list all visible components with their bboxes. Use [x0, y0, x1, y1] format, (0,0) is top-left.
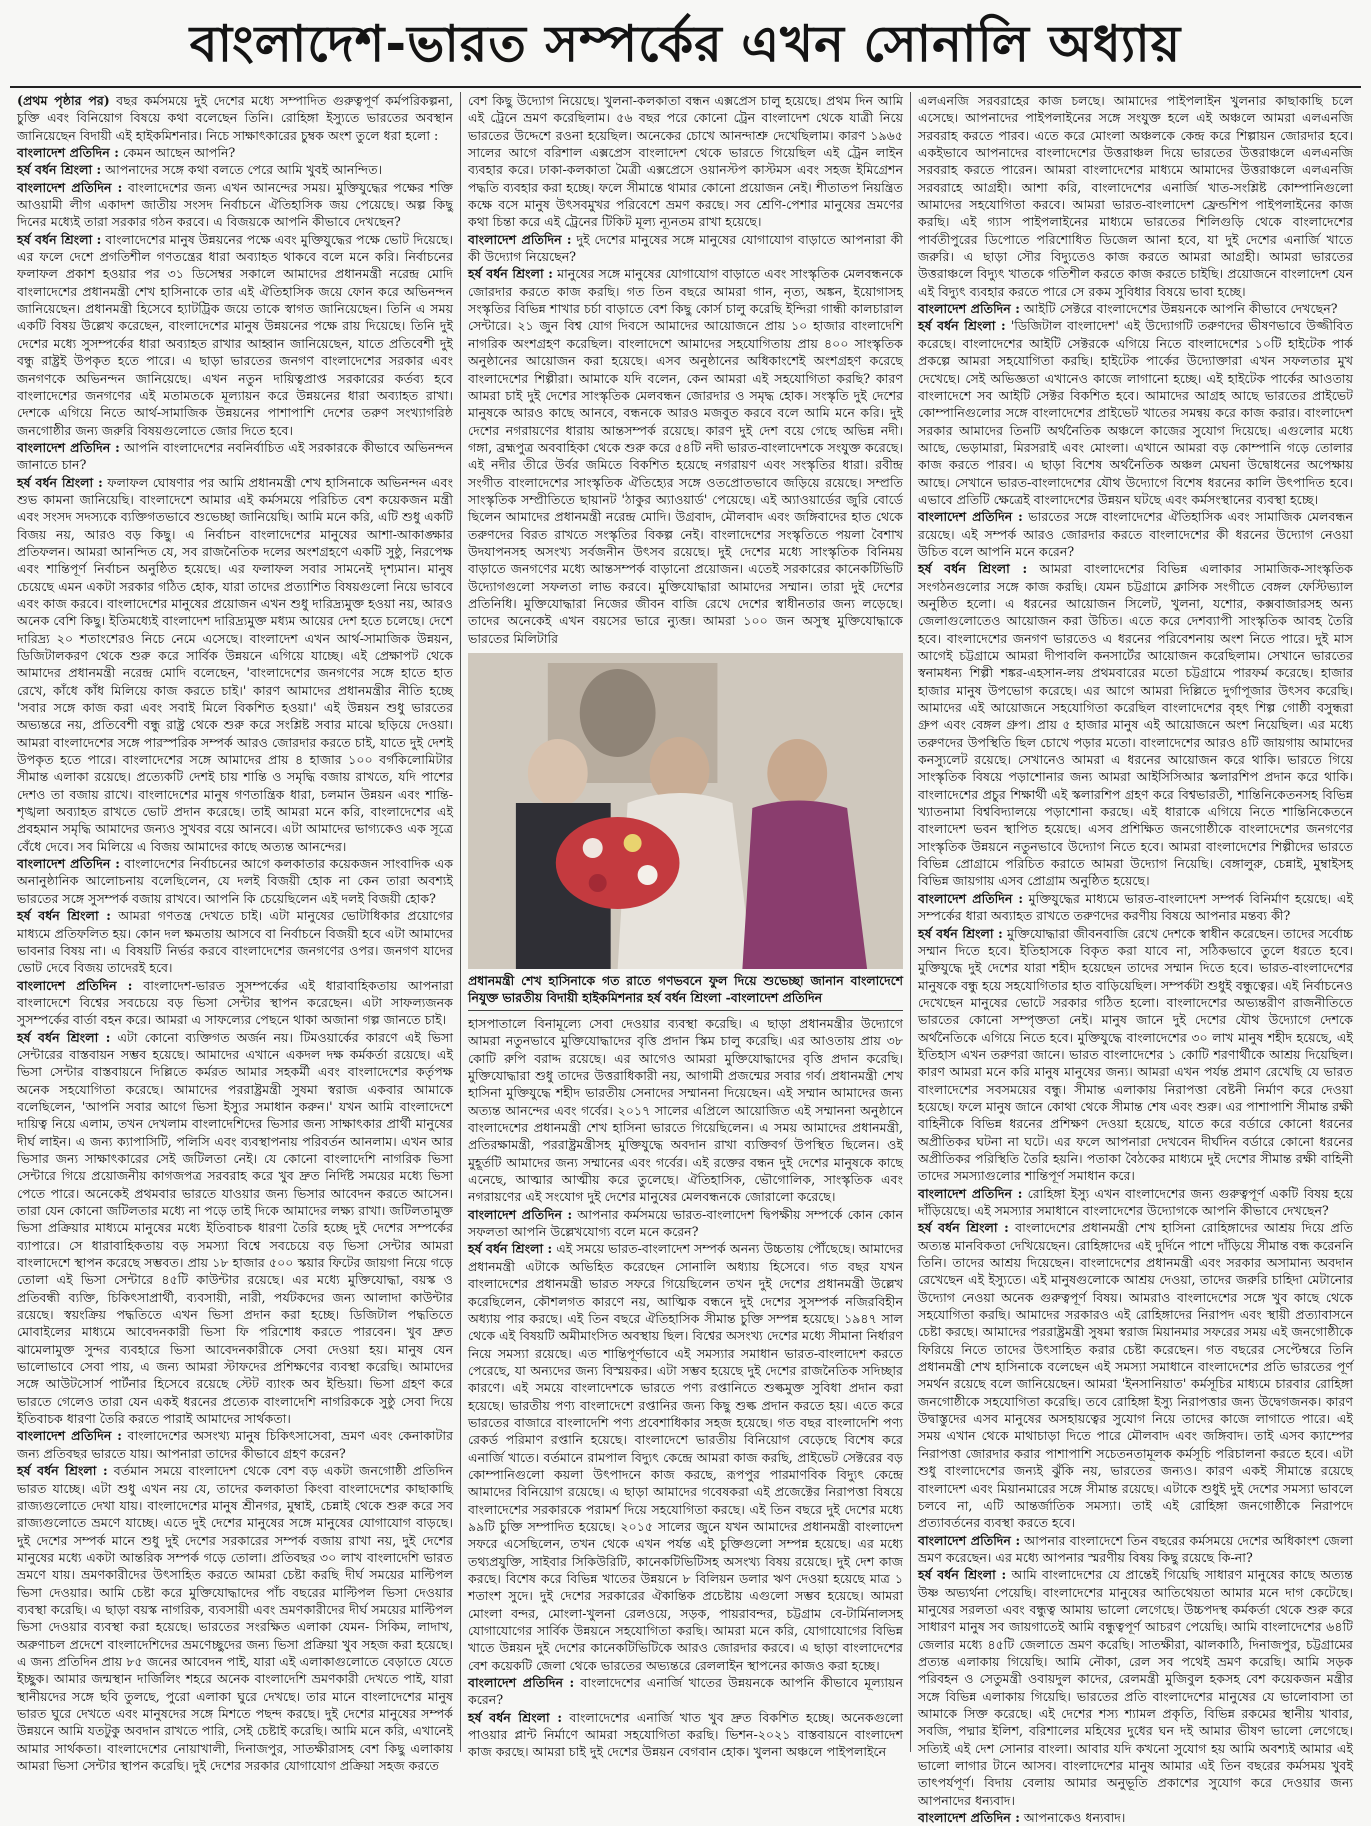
photo-block: [468, 653, 903, 1011]
speaker-label: হর্ষ বর্ধন শ্রিংলা :: [468, 1241, 553, 1257]
paragraph-text: বেশ কিছু উদ্যোগ নিয়েছে। খুলনা-কলকাতা বন্ধন এক্সপ্রেস চালু হয়েছে। প্রথম দিন আমি এই ট্রেনে ভ্রমণ করেছিলাম। ৫৬ বছর পরে কোনো ট্রেন বাংলাদেশ থেকে যাত্রী নিয়ে ভারতের উদ্দেশে রওনা হয়েছিল। অনেকের চোখে আনন্দাশ্রু দেখেছিলাম। কারণ ১৯৬৫ সালের আগে বরিশাল এক্সপ্রেস বাংলাদেশ থেকে ভারতে গিয়েছিল এই ট্রেন লাইন ব্যবহার করে। ঢাকা-কলকাতা মৈত্রী এক্সপ্রেসে ওয়ানস্টপ কাস্টমস এবং সহজ ইমিগ্রেশন পদ্ধতি ব্যবহার করা হচ্ছে। ফলে সীমান্তে থামার কোনো প্রয়োজন নেই। শীতাতপ নিয়ন্ত্রিত কক্ষে বসে মানুষ উৎসবমুখর পরিবেশে ভ্রমণ করছে। সব শ্রেণি-পেশার মানুষের ভ্রমণের কথা চিন্তা করে এই ট্রেনের টিকিট মূল্য ন্যূনতম রাখা হয়েছে।: [468, 93, 903, 230]
speaker-label: বাংলাদেশ প্রতিদিন :: [17, 856, 120, 872]
speaker-label: হর্ষ বর্ধন শ্রিংলা :: [17, 1463, 108, 1479]
paragraph-text: দুই দেশের মানুষের সঙ্গে মানুষের যোগাযোগ বাড়াতে আপনারা কী কী উদ্যোগ নিয়েছেন?: [468, 231, 904, 265]
paragraph-text: আমি বাংলাদেশের যে প্রান্তেই গিয়েছি সাধারণ মানুষের কাছে অত্যন্ত উষ্ণ অভ্যর্থনা পেয়েছি। বাংলাদেশের মানুষের আতিথেয়তা আমার মনে দাগ কেটেছে। মানুষের সরলতা এবং বন্ধুত্ব আমায় ভালো লেগেছে। উচ্চপদস্থ কর্মকর্তা থেকে শুরু করে সাধারণ মানুষ সব জায়গাতেই আমি বন্ধুত্বপূর্ণ আচরণ পেয়েছি। আমি বাংলাদেশের ৬৪টি জেলার মধ্যে ৪৫টি জেলাতে ভ্রমণ করেছি। সাতক্ষীরা, ঝালকাঠি, দিনাজপুর, চট্টগ্রামের প্রত্যন্ত এলাকায় গিয়েছি। আমি নৌকা, রেল সব পথেই ভ্রমণ করেছি। আমি সড়ক পরিবহন ও সেতুমন্ত্রী ওবায়দুল কাদের, রেলমন্ত্রী মুজিবুল হকসহ বেশ কয়েকজন মন্ত্রীর সঙ্গে বিভিন্ন এলাকায় গিয়েছি। ভারতের প্রতি বাংলাদেশের মানুষের যে ভালোবাসা তা আমাকে সিক্ত করেছে। এই দেশের শস্য শ্যামল প্রকৃতি, বিভিন্ন রকমের স্থানীয় খাবার, সবজি, পদ্মার ইলিশ, বরিশালের মহিষের দুধের ঘন দই আমার ভীষণ ভালো লেগেছে। সত্যিই এই দেশ সোনার বাংলা। আবার যদি কখনো সুযোগ হয় আমি অবশ্যই আমার এই ভালো লাগার টানে আসব। বাংলাদেশের মানুষ আমার এই তিন বছরের কর্মসময় খুবই তাৎপর্যপূর্ণ। বিদায় বেলায় আমার অনুভূতি প্রকাশের সুযোগ করে দেওয়ার জন্য আপনাদের ধন্যবাদ।: [918, 1567, 1353, 1808]
paragraph-text: মানুষের সঙ্গে মানুষের যোগাযোগ বাড়াতে এবং সাংস্কৃতিক মেলবন্ধনকে জোরদার করতে কাজ করছি। গত তিন বছরে আমরা গান, নৃত্য, অঙ্কন, ইয়োগাসহ সংস্কৃতির বিভিন্ন শাখার চর্চা বাড়াতে বেশ কিছু কোর্স চালু করেছি ইন্দিরা গান্ধী কালচারাল সেন্টারে। ২১ জুন বিশ্ব যোগ দিবসে আমাদের আয়োজনে প্রায় ১০ হাজার বাংলাদেশি নাগরিক অংশগ্রহণ করেছিল। বাংলাদেশে আমাদের সহযোগিতায় প্রায় ৪০০ সাংস্কৃতিক অনুষ্ঠানের আয়োজন করা হয়েছে। এসব অনুষ্ঠানের অধিকাংশেই অংশগ্রহণ করেছে বাংলাদেশের শিল্পীরা। আমাকে যদি বলেন, কেন আমরা এই সহযোগিতা করছি? কারণ আমরা চাই দুই দেশের সাংস্কৃতিক মেলবন্ধন জোরদার ও সমৃদ্ধ হোক। সংস্কৃতি দুই দেশের মানুষকে আরও কাছে আনবে, বন্ধনকে আরও মজবুত করবে বলে আমি মনে করি। দুই দেশের নগরায়ণের ধারায় আন্তসম্পর্ক রয়েছে। কারণ দুই দেশ বয়ে গেছে অভিন্ন নদী। গঙ্গা, ব্রহ্মপুত্র অববাহিকা থেকে শুরু করে ৫৪টি নদী ভারত-বাংলাদেশকে সংযুক্ত করেছে। এই নদীর তীরে উর্বর জমিতে বিকশিত হয়েছে নগরায়ণ এবং সংস্কৃতির ধারা। রবীন্দ্র সংগীত বাংলাদেশের সাংস্কৃতিক ঐতিহ্যের সঙ্গে ওতপ্রোতভাবে জড়িয়ে রয়েছে। সম্প্রতি সাংস্কৃতিক সম্প্রীতিতে ছায়ানট 'ঠাকুর অ্যাওয়ার্ড' পেয়েছে। এই অ্যাওয়ার্ডের জুরি বোর্ডে ছিলেন আমাদের প্রধানমন্ত্রী নরেন্দ্র মোদি। উগ্রবাদ, মৌলবাদ এবং জঙ্গিবাদের হাত থেকে তরুণদের বিরত রাখতে সংস্কৃতির বিকল্প নেই। বাংলাদেশের সংস্কৃতিতে পয়লা বৈশাখ উদযাপনসহ অসংখ্য সর্বজনীন উৎসব রয়েছে। দুই দেশের মধ্যে সাংস্কৃতিক বিনিময় বাড়াতে জনগণের মধ্যে আন্তসম্পর্ক বাড়ানো প্রয়োজন। এতেই সরকারের কানেকটিভিটি উদ্যোগগুলো সফলতা লাভ করবে। মুক্তিযোদ্ধারা আমাদের সম্মান। তারা দুই দেশের প্রতিনিধি। মুক্তিযোদ্ধারা নিজের জীবন বাজি রেখে দেশের স্বাধীনতার জন্য লড়েছে। তাদের অনেকেই এখন বয়সের ভারে ন্যুব্জ। আমরা ১০০ জন অসুস্থ মুক্তিযোদ্ধাকে ভারতের মিলিটারি: [468, 266, 903, 646]
article-paragraph: [918, 890, 1353, 925]
paragraph-text: আইটি সেক্টরে বাংলাদেশের উন্নয়নকে আপনি কীভাবে দেখছেন?: [1019, 301, 1338, 317]
speaker-label: বাংলাদেশ প্রতিদিন :: [918, 1810, 1020, 1826]
paragraph-text: আপনি বাংলাদেশের নবনির্বাচিত এই সরকারকে কীভাবে অভিনন্দন জানাতে চান?: [17, 439, 453, 473]
article-paragraph: [17, 439, 453, 474]
column-3: [910, 92, 1360, 1826]
article-paragraph: [918, 1185, 1353, 1220]
paragraph-text: আপনাদের সঙ্গে কথা বলতে পেরে আমি খুবই আনন্দিত।: [101, 162, 383, 178]
column-2-top: [468, 92, 903, 647]
paragraph-text: বাংলাদেশের মানুষ উন্নয়নের পক্ষে এবং মুক্তিযুদ্ধের পক্ষে ভোট দিয়েছে। এর ফলে দেশে প্রগতিশীল গণতন্ত্রের ধারা অব্যাহত থাকবে বলে মনে করি। নির্বাচনের ফলাফল প্রকাশ হওয়ার পর ৩১ ডিসেম্বর সকালে আমাদের প্রধানমন্ত্রী নরেন্দ্র মোদি বাংলাদেশের প্রধানমন্ত্রী শেখ হাসিনাকে তার এই ঐতিহাসিক জয়ে ফোন করে অভিনন্দন জানিয়েছেন। প্রধানমন্ত্রী হিসেবে হ্যাটট্রিক জয়ে তাকে স্বাগত জানিয়েছেন। তিনি এ সময় একটি বিষয় উল্লেখ করেছেন, বাংলাদেশের মানুষ উন্নয়নের পক্ষে রায় দিয়েছে। তিনি দুই দেশের মধ্যে সুসম্পর্কের ধারা অব্যাহত রাখার আহ্বান জানিয়েছেন, যাতে প্রতিবেশী দুই বন্ধু রাষ্ট্রই উপকৃত হতে পারে। এ ছাড়া ভারতের জনগণ বাংলাদেশের সরকার এবং জনগণকে অভিনন্দন জানিয়েছে। এখন নতুন দায়িত্বপ্রাপ্ত সরকারের কর্তব্য হবে বাংলাদেশের জনগণের এই মতামতকে মূল্যায়ন করে উন্নয়নের ধারা অব্যাহত রাখা। দেশকে এগিয়ে নিতে আর্থ-সামাজিক উন্নয়নের পাশাপাশি দেশের তরুণ সংখ্যাগরিষ্ঠ জনগোষ্ঠীর জন্য জরুরি বিষয়গুলোতে জোর দিতে হবে।: [17, 231, 453, 438]
headline-rule: [10, 86, 1361, 88]
caption-credit: -বাংলাদেশ প্রতিদিন: [725, 990, 823, 1005]
speaker-label: বাংলাদেশ প্রতিদিন :: [918, 1532, 1021, 1548]
speaker-label: বাংলাদেশ প্রতিদিন :: [468, 1206, 573, 1222]
article-paragraph: [17, 1427, 453, 1462]
speaker-label: বাংলাদেশ প্রতিদিন :: [918, 509, 1023, 525]
speaker-label: বাংলাদেশ প্রতিদিন :: [17, 977, 133, 993]
speaker-label: হর্ষ বর্ধন শ্রিংলা :: [17, 908, 111, 924]
article-paragraph: [918, 1219, 1353, 1531]
speaker-label: হর্ষ বর্ধন শ্রিংলা :: [468, 266, 553, 282]
speaker-label: হর্ষ বর্ধন শ্রিংলা :: [918, 1220, 1009, 1236]
article-paragraph: [17, 179, 453, 231]
bouquet-flower-4: [589, 874, 607, 892]
paragraph-text: আপনার কর্মসময়ে ভারত-বাংলাদেশ দ্বিপক্ষীয় সম্পর্কে কোন কোন সফলতা আপনি উল্লেখযোগ্য বলে মনে করেন?: [468, 1206, 904, 1240]
person-right-saree: [742, 801, 867, 970]
paragraph-text: বাংলাদেশের এনার্জি খাতের উন্নয়নকে আপনি কীভাবে মূল্যায়ন করেন?: [468, 1675, 903, 1708]
article-paragraph: [918, 1809, 1353, 1826]
speaker-label: বাংলাদেশ প্রতিদিন :: [918, 890, 1024, 906]
paragraph-text: ফলাফল ঘোষণার পর আমি প্রধানমন্ত্রী শেখ হাসিনাকে অভিনন্দন এবং শুভ কামনা জানিয়েছি। বাংলাদেশে আমার এই কর্মসময়ে পরিচিত বেশ কয়েকজন মন্ত্রী এবং সংসদ সদস্যকে ব্যক্তিগতভাবে শুভেচ্ছা জানিয়েছি। আমি মনে করি, এটি শুধু একটি বিজয় নয়, আরও বড় কিছু। এ নির্বাচন বাংলাদেশের মানুষের আশা-আকাঙ্ক্ষার প্রতিফলন। আমরা আনন্দিত যে, সব রাজনৈতিক দলের অংশগ্রহণে একটি সুষ্ঠু, নিরপেক্ষ এবং শান্তিপূর্ণ নির্বাচন অনুষ্ঠিত হয়েছে। এর ফলাফল সবার সামনেই দৃশ্যমান। মানুষ চেয়েছে এমন একটা সরকার গঠিত হোক, যারা তাদের প্রত্যাশিত বিষয়গুলো নিয়ে ভাববে এবং কাজ করবে। বাংলাদেশের মানুষের প্রয়োজন এখন শুধু দারিদ্র্যমুক্ত হওয়া নয়, আরও অনেক বেশি কিছু। ইতিমধ্যেই বাংলাদেশ দারিদ্র্যমুক্ত মধ্যম আয়ের দেশ হতে চলেছে। দেশে দারিদ্র্য ২০ শতাংশেরও নিচে নেমে এসেছে। বাংলাদেশ এখন আর্থ-সামাজিক উন্নয়ন, ডিজিটালকরণ থেকে শুরু করে সার্বিক উন্নয়নে এগিয়ে যাচ্ছে। এই প্রেক্ষাপট থেকে আমাদের প্রধানমন্ত্রী নরেন্দ্র মোদি বলেছেন, 'বাংলাদেশের জনগণের সঙ্গে হাতে হাত রেখে, কাঁধে কাঁধ মিলিয়ে কাজ করতে চাই।' কারণ আমাদের প্রধানমন্ত্রীর নীতি হচ্ছে 'সবার সঙ্গে কাজ করা এবং সবাই মিলে বিকশিত হওয়া।' এই উন্নয়ন শুধু ভারতের অভ্যন্তরে নয়, প্রতিবেশী বন্ধু রাষ্ট্র থেকে শুরু করে সংশ্লিষ্ট সবার মাঝে ছড়িয়ে দেওয়া। আমরা বাংলাদেশের সঙ্গে পারস্পরিক সম্পর্ক আরও জোরদার করতে চাই, যাতে দুই দেশই উপকৃত হতে পারে। বাংলাদেশের সঙ্গে আমাদের প্রায় ৪ হাজার ১০০ বর্গকিলোমিটার সীমান্ত এলাকা রয়েছে। প্রত্যেকটি দেশই চায় শান্তি ও সমৃদ্ধি বজায় রাখতে, যদি পাশের দেশও তা বজায় রাখে। বাংলাদেশের মানুষ গণতান্ত্রিক ধারা, চলমান উন্নয়ন এবং শান্তি-শৃঙ্খলা অব্যাহত রাখতে ভোট প্রদান করেছে। তাই আমরা মনে করি, বাংলাদেশের এই প্রবহমান সমৃদ্ধি আমাদের জন্যও সুখবর বয়ে আনবে। এটা আমাদের ভাগ্যকেও এক সূত্রে বেঁধে দেবে। সব মিলিয়ে এ বিজয় আমাদের কাছে অত্যন্ত আনন্দের।: [17, 474, 453, 854]
article-paragraph: [468, 92, 903, 231]
speaker-label: হর্ষ বর্ধন শ্রিংলা :: [17, 162, 102, 178]
article-paragraph: [17, 977, 453, 1029]
article-paragraph: [918, 92, 1353, 300]
flower-bouquet: [556, 817, 680, 909]
paragraph-text: আপনার বাংলাদেশে তিন বছরের কর্মসময়ে দেশের অধিকাংশ জেলা ভ্রমণ করেছেন। এর মধ্যে আপনার স্মরণীয় বিষয় কিছু রয়েছে কি-না?: [918, 1532, 1353, 1565]
article-paragraph: [468, 1240, 903, 1674]
person-left-head: [528, 739, 588, 807]
paragraph-text: এটা কোনো ব্যক্তিগত অর্জন নয়। টিমওয়ার্কের কারণে এই ভিসা সেন্টারের বাস্তবায়ন সম্ভব হয়েছে। আমাদের এখানে একদল দক্ষ কর্মকর্তা রয়েছে। এই ভিসা সেন্টার বাস্তবায়নে দিল্লিতে কর্মরত আমার সহকর্মী এবং বাংলাদেশের কর্তৃপক্ষ অনেক সহযোগিতা করেছে। আমাদের পররাষ্ট্রমন্ত্রী সুষমা স্বরাজ একবার আমাকে বলেছিলেন, 'আপনি সবার আগে ভিসা ইস্যুর সমাধান করুন।' যখন আমি বাংলাদেশে দায়িত্ব নিয়ে এলাম, তখন দেখলাম বাংলাদেশিদের ভিসার জন্য সাক্ষাৎকার প্রার্থী মানুষের দীর্ঘ লাইন। এ জন্য ক্যাপাসিটি, পলিসি এবং ব্যবস্থাপনায় পরিবর্তন আনলাম। এখন আর ভিসার জন্য সাক্ষাৎকারের সেই জটিলতা নেই। যে কোনো বাংলাদেশি নাগরিক ভিসা সেন্টারে গিয়ে প্রয়োজনীয় কাগজপত্র সরবরাহ করে খুব দ্রুত নির্দিষ্ট সময়ের মধ্যে ভিসা পেতে পারে। অনেকেই প্রথমবার ভারতে যাওয়ার জন্য ভিসার আবেদন করতে আসেন। তারা যেন কোনো জটিলতার মধ্যে না পড়ে তাই দিকে আমাদের লক্ষ্য রাখা। জটিলতামুক্ত ভিসা প্রক্রিয়ার মাধ্যমে মানুষের মধ্যে ইতিবাচক ধারণা তৈরি হচ্ছে দুই দেশের সম্পর্কের ব্যাপারে। সে ধারাবাহিকতায় বড় সমস্যা বিশ্বে সবচেয়ে বড় ভিসা সেন্টার আমরা বাংলাদেশে স্থাপন করেছে সম্ভবত। প্রায় ১৮ হাজার ৫০০ স্কয়ার ফিটের জায়গা নিয়ে গড়ে তোলা এই ভিসা সেন্টারে ৪৫টি কাউন্টার রয়েছে। এর মধ্যে মুক্তিযোদ্ধা, বয়স্ক ও প্রতিবন্ধী ব্যক্তি, চিকিৎসাপ্রার্থী, ব্যবসায়ী, নারী, পর্যটকদের জন্য আলাদা কাউন্টার রয়েছে। স্বয়ংক্রিয় পদ্ধতিতে এখন ভিসা প্রদান করা হচ্ছে। ডিজিটাল পদ্ধতিতে মোবাইলের মাধ্যমে আবেদনকারী ভিসা ফি পরিশোধ করতে পারবেন। খুব দ্রুত ঝামেলামুক্ত সুন্দর ব্যবহারে ভিসা আবেদনকারীকে সেবা দেওয়া হয়। মানুষ যেন ভালোভাবে সেবা পায়, এ জন্য আমরা স্টাফদের প্রশিক্ষণের ব্যবস্থা করেছি। আমাদের সঙ্গে আউটসোর্স পার্টনার হিসেবে রয়েছে স্টেট ব্যাংক অব ইন্ডিয়া। ভিসা গ্রহণ করে ভারতে গেলেও তারা যেন একই ধরনের প্রত্যেক বাংলাদেশি নাগরিককে সুষ্ঠু সেবা দিয়ে ইতিবাচক ধারণা তৈরি করতে পারাই আমাদের সার্থকতা।: [17, 1029, 453, 1427]
article-paragraph: [17, 144, 453, 161]
speaker-label: বাংলাদেশ প্রতিদিন :: [17, 1428, 122, 1444]
person-right-head: [767, 739, 827, 807]
speaker-label: হর্ষ বর্ধন শ্রিংলা :: [468, 1709, 563, 1725]
article-paragraph: [17, 474, 453, 856]
paragraph-text: বাংলাদেশের অসংখ্য মানুষ চিকিৎসাসেবা, ভ্রমণ এবং কেনাকাটার জন্য প্রতিবছর ভারতে যায়। আপনারা তাদের কীভাবে গ্রহণ করেন?: [17, 1428, 453, 1461]
article-paragraph: [918, 560, 1353, 890]
speaker-label: বাংলাদেশ প্রতিদিন :: [17, 179, 123, 195]
speaker-label: বাংলাদেশ প্রতিদিন :: [17, 439, 120, 455]
article-paragraph: [918, 300, 1353, 317]
column-2: [460, 92, 910, 1760]
article-columns: [10, 92, 1361, 1826]
paragraph-text: কেমন আছেন আপনি?: [118, 145, 236, 161]
column-1: [10, 92, 460, 1773]
column-2-bottom: [468, 1015, 903, 1761]
speaker-label: বাংলাদেশ প্রতিদিন :: [468, 231, 572, 247]
bouquet-flower-3: [638, 865, 658, 885]
article-paragraph: [17, 1029, 453, 1428]
paragraph-text: রোহিঙ্গা ইস্যু এখন বাংলাদেশের জন্য গুরুত্বপূর্ণ একটি বিষয় হয়ে দাঁড়িয়েছে। এই সমস্যার সমাধানে বাংলাদেশের উদ্যোগকে আপনি কীভাবে দেখছেন?: [918, 1185, 1353, 1218]
photo-caption: [468, 969, 903, 1011]
speaker-label: বাংলাদেশ প্রতিদিন :: [468, 1675, 575, 1691]
article-paragraph: [918, 508, 1353, 560]
article-paragraph: [17, 855, 453, 907]
paragraph-text: বাংলাদেশের নির্বাচনের আগে কলকাতার কয়েকজন সাংবাদিক এক অনানুষ্ঠানিক আলোচনায় বলেছিলেন, যে দলই বিজয়ী হোক না কেন তারা অবশ্যই ভারতের সঙ্গে সুসম্পর্ক বজায় রাখবে। আপনি কি চেয়েছিলেন এই দলই বিজয়ী হোক?: [17, 856, 454, 906]
article-paragraph: [17, 1462, 453, 1774]
speaker-label: হর্ষ বর্ধন শ্রিংলা :: [918, 561, 1028, 577]
caption-text: প্রধানমন্ত্রী শেখ হাসিনাকে গত রাতে গণভবনে ফুল দিয়ে শুভেচ্ছা জানান বাংলাদেশে নিযুক্ত ভারতীয় বিদায়ী হাইকমিশনার হর্ষ বর্ধন শ্রিংলা: [468, 973, 903, 1005]
article-paragraph: [468, 1206, 903, 1241]
paragraph-text: বর্তমান সময়ে বাংলাদেশ থেকে বেশ বড় একটা জনগোষ্ঠী প্রতিদিন ভারত যাচ্ছে। এটা শুধু এখন নয় যে, তাদের কলকাতা কিংবা বাংলাদেশের কাছাকাছি রাজ্যগুলোতে দেখা যায়। বাংলাদেশের মানুষ শ্রীনগর, মুম্বাই, চেন্নাই থেকে শুরু করে সব রাজ্যগুলোতে ভ্রমণে যাচ্ছে। এতে দুই দেশের মানুষের সঙ্গে মানুষের যোগাযোগ বাড়ছে। দুই দেশের সম্পর্ক মানে শুধু দুই দেশের সরকারের সম্পর্ক বজায় রাখা নয়, দুই দেশের মানুষের মধ্যে একটা আন্তরিক সম্পর্ক গড়ে তোলা। প্রতিবছর ৩০ লাখ বাংলাদেশি ভারত ভ্রমণে যায়। ভ্রমণকারীদের উৎসাহিত করতে আমরা চেষ্টা করছি দীর্ঘ সময়ের মাল্টিপল ভিসা দেওয়ার। আমি চেষ্টা করে মুক্তিযোদ্ধাদের পাঁচ বছরের মাল্টিপল ভিসা দেওয়ার ব্যবস্থা করেছি। এ ছাড়া বয়স্ক নাগরিক, ব্যবসায়ী এবং ভ্রমণকারীদের দীর্ঘ সময়ের মাল্টিপল ভিসা দেওয়ার ব্যবস্থা করা হয়েছে। ভারতের সংরক্ষিত এলাকা যেমন- সিকিম, লাদাখ, অরুণাচল প্রদেশে বাংলাদেশিদের ভ্রমণেচ্ছুদের জন্য ভিসা প্রক্রিয়া খুব সহজ করা হয়েছে। এ জন্য প্রতিদিন প্রায় ৮৫ জনের আবেদন পাই, যারা এই এলাকাগুলোতে বেড়াতে যেতে ইচ্ছুক। আমার জন্মস্থান দার্জিলিং শহরে অনেক বাংলাদেশি ভ্রমণকারী দেখতে পাই, যারা স্থানীয়দের সঙ্গে ছবি তুলছে, পুরো এলাকা ঘুরে দেখছে। তার মানে বাংলাদেশের মানুষ ভারত ঘুরে দেখতে এবং মানুষদের সঙ্গে মিশতে পছন্দ করছে। দুই দেশের মানুষের সম্পর্ক উন্নয়নে আমি যতটুকু অবদান রাখতে পারি, সেই চেষ্টাই করেছি। আমি মনে করি, এখানেই আমার সার্থকতা। বাংলাদেশের নোয়াখালী, দিনাজপুর, সাতক্ষীরাসহ বেশ কিছু এলাকায় আমরা ভিসা সেন্টার স্থাপন করেছি। দুই দেশের সরকার যোগাযোগ প্রক্রিয়া সহজ করতে: [17, 1463, 453, 1773]
paragraph-text: আপনাকেও ধন্যবাদ।: [1019, 1810, 1126, 1826]
speaker-label: বাংলাদেশ প্রতিদিন :: [918, 1185, 1023, 1201]
portrait-face: [580, 669, 656, 757]
speaker-label: হর্ষ বর্ধন শ্রিংলা :: [17, 474, 103, 490]
speaker-label: বাংলাদেশ প্রতিদিন :: [17, 145, 119, 161]
news-photo: [468, 653, 903, 969]
paragraph-text: এলএনজি সরবরাহের কাজ চলছে। আমাদের পাইপলাইন খুলনার কাছাকাছি চলে এসেছে। আপনাদের পাইপলাইনের সঙ্গে সংযুক্ত হলে এই অঞ্চলে আমরা এলএনজি সরবরাহ করতে পারব। এতে করে মোংলা অঞ্চলকে কেন্দ্র করে শিল্পায়ন জোরদার হবে। একইভাবে আপনাদের বাংলাদেশের উত্তরাঞ্চল দিয়ে ভারতের উত্তরাঞ্চলে এলএনজি সরবরাহ করতে পারেন। আমরা বাংলাদেশের মাধ্যমে আমাদের উত্তরাঞ্চলে এলএনজি সরবরাহে আগ্রহী। আশা করি, বাংলাদেশের এনার্জি খাত-সংশ্লিষ্ট কোম্পানিগুলো আমাদের সহযোগিতা করবে। আমরা ভারত-বাংলাদেশ ফ্রেন্ডশিপ পাইপলাইনের কাজ করছি। এই গ্যাস পাইপলাইনের মাধ্যমে ভারতের শিলিগুড়ি থেকে বাংলাদেশের পার্বতীপুরের ডিপোতে পরিশোধিত ডিজেল আনা হবে, যা দুই দেশের এনার্জি খাতে জরুরি। এ ছাড়া সৌর বিদ্যুতেও কাজ করতে আমরা আগ্রহী। আমরা ভারতের উত্তরাঞ্চলে বিদ্যুৎ খাতকে গতিশীল করতে কাজ করতে চাইছি। প্রয়োজনে বাংলাদেশ যেন এই বিদ্যুৎ ব্যবহার করতে পারে সে রকম সুবিধার বিষয়ে ভাবা হচ্ছে।: [918, 93, 1353, 299]
speaker-label: (প্রথম পৃষ্ঠার পর): [17, 93, 110, 108]
article-paragraph: [468, 1015, 903, 1206]
article-paragraph: [468, 1674, 903, 1709]
paragraph-text: বাংলাদেশের জন্য এখন আনন্দের সময়। মুক্তিযুদ্ধের পক্ষের শক্তি আওয়ামী লীগ একাদশ জাতীয় সংসদ নির্বাচনে ঐতিহাসিক জয় পেয়েছে। অল্প কিছু দিনের মধ্যেই তারা সরকার গঠন করবে। এ বিজয়কে আপনি কীভাবে দেখছেন?: [17, 179, 453, 230]
paragraph-text: বাংলাদেশের প্রধানমন্ত্রী শেখ হাসিনা রোহিঙ্গাদের আশ্রয় দিয়ে প্রতি অত্যন্ত মানবিকতা দেখিয়েছেন। রোহিঙ্গাদের এই দুর্দিনে পাশে দাঁড়িয়ে সীমান্ত বন্ধ করেননি তিনি। তাদের আশ্রয় দিয়েছেন। বাংলাদেশের প্রধানমন্ত্রী এবং সরকার অসামান্য অবদান রেখেছেন এই ইস্যুতে। এই মানুষগুলোকে আশ্রয় দেওয়া, তাদের জরুরি চাহিদা মেটানোর উদ্যোগ নেওয়া অনেক গুরুত্বপূর্ণ বিষয়। আমরাও বাংলাদেশের সঙ্গে খুব কাছে থেকে সহযোগিতা করছি। আমাদের সরকারও এই রোহিঙ্গাদের নিরাপদ এবং স্থায়ী প্রত্যাবাসনে চেষ্টা করছে। আমাদের পররাষ্ট্রমন্ত্রী সুষমা স্বরাজ মিয়ানমার সফরের সময় এই জনগোষ্ঠীকে ফিরিয়ে নিতে তাদের উৎসাহিত করার চেষ্টা করেছেন। গত বছরের সেপ্টেম্বরে তিনি প্রধানমন্ত্রী শেখ হাসিনাকে বলেছেন এই সমস্যা সমাধানে বাংলাদেশের প্রতি ভারতের পূর্ণ সমর্থন রয়েছে বলে জানিয়েছেন। আমরা 'ইনসানিয়াত' কর্মসূচির মাধ্যমে চারবার রোহিঙ্গা জনগোষ্ঠীকে সহযোগিতা করেছি। তবে রোহিঙ্গা ইস্যু নিরাপত্তার জন্য উদ্বেগজনক। কারণ উদ্বাস্তুদের এসব মানুষের অসহায়ত্বের সুযোগ নিয়ে তাদের কাজে লাগাতে পারে। এই সময় এখান থেকে মাথাচাড়া দিতে পারে মৌলবাদ এবং জঙ্গিবাদ। তাই এসব ক্যাম্পের নিরাপত্তা জোরদার করার পাশাপাশি সচেতনতামূলক কর্মসূচি পরিচালনা করতে হবে। এটা শুধু বাংলাদেশের জন্যই ঝুঁকি নয়, ভারতের জন্যও। কারণ একই সীমান্তে রয়েছে বাংলাদেশ এবং মিয়ানমারের সঙ্গে সীমান্ত রয়েছে। এটাকে শুধুই দুই দেশের সমস্যা ভাবলে চলবে না, এটি আন্তর্জাতিক সমস্যা। তাই এই রোহিঙ্গা জনগোষ্ঠীকে নিরাপদে প্রত্যাবর্তনের ব্যবস্থা করতে হবে।: [918, 1220, 1353, 1531]
article-paragraph: [468, 1709, 903, 1761]
speaker-label: হর্ষ বর্ধন শ্রিংলা :: [918, 318, 1006, 334]
paragraph-text: মুক্তিযুদ্ধের মাধ্যমে ভারত-বাংলাদেশ সম্পর্ক বিনির্মাণ হয়েছে। এই সম্পর্কের ধারা অব্যাহত রাখতে তরুণদের করণীয় বিষয়ে আপনার মন্তব্য কী?: [918, 890, 1353, 924]
paragraph-text: আমরা বাংলাদেশের বিভিন্ন এলাকার সামাজিক-সাংস্কৃতিক সংগঠনগুলোর সঙ্গে কাজ করছি। যেমন চট্টগ্রামে ক্লাসিক সংগীতে বেঙ্গল ফেস্টিভ্যাল অনুষ্ঠিত হলো। এ ধরনের আয়োজন সিলেট, খুলনা, যশোর, কক্সবাজারসহ অন্য জেলাগুলোতেও আয়োজন করা উচিত। এতে করে দেশব্যাপী সাংস্কৃতিক আবহ তৈরি হবে। বাংলাদেশের জনগণ ভারতেও এ ধরনের পরিবেশনায় অংশ নিতে পারে। দুই মাস আগেই চট্টগ্রামে আমরা দীপাবলি কনসার্টের আয়োজন করেছিলাম। সেখানে ভারতের স্বনামধন্য শিল্পী শঙ্কর-এহসান-লয় প্রথমবারের মতো চট্টগ্রামে পারফর্ম করেছে। হাজার হাজার মানুষ উপভোগ করেছে। এর আগে আমরা দিল্লিতে দুর্গাপূজার উৎসব করেছি। আমাদের এই আয়োজনে সহযোগিতা করেছিল বাংলাদেশের বৃহৎ শিল্প গোষ্ঠী বসুন্ধরা গ্রুপ এবং বেঙ্গল গ্রুপ। প্রায় ৫ হাজার মানুষ এই আয়োজনে অংশ নিয়েছিল। এর মধ্যে তরুণদের উপস্থিতি ছিল চোখে পড়ার মতো। বাংলাদেশের আরও ৪টি জায়গায় আমাদের কনস্যুলেট রয়েছে। সেখানেও আমরা এ ধরনের আয়োজন করে থাকি। ভারতে গিয়ে সাংস্কৃতিক বিষয়ে পড়াশোনার জন্য আমরা আইসিসিআর স্কলারশিপ প্রদান করে থাকি। বাংলাদেশের প্রচুর শিক্ষার্থী এই স্কলারশিপ গ্রহণ করে বিশ্বভারতী, শান্তিনিকেতনসহ বিভিন্ন খ্যাতনামা বিশ্ববিদ্যালয়ে পড়াশোনা করছে। এই ধারাকে এগিয়ে নিতে শান্তিনিকেতনে বাংলাদেশ ভবন স্থাপিত হয়েছে। এসব প্রশিক্ষিত জনগোষ্ঠীকে বাংলাদেশের জনগণের সাংস্কৃতিক উন্নয়নে নতুনভাবে উদ্যোগ নিতে হবে। আমরা বাংলাদেশের শিল্পীদের ভারতে বিভিন্ন প্রোগ্রামে পরিচিত করাতে আমরা উদ্যোগ নিয়েছি। বেঙ্গালুরু, চেন্নাই, মুম্বাইসহ বিভিন্ন জায়গায় এসব প্রোগ্রাম অনুষ্ঠিত হয়েছে।: [918, 561, 1353, 889]
paragraph-text: এই সময়ে ভারত-বাংলাদেশ সম্পর্ক অনন্য উচ্চতায় পৌঁছেছে। আমাদের প্রধানমন্ত্রী এটাকে অভিহিত করেছেন সোনালি অধ্যায় হিসেবে। গত বছর যখন বাংলাদেশের প্রধানমন্ত্রী ভারত সফরে গিয়েছিলেন তখন দুই দেশের প্রধানমন্ত্রী উল্লেখ করেছিলেন, কৌশলগত কারণে নয়, আত্মিক বন্ধনে দুই দেশের সুসম্পর্ক নজিরবিহীন অধ্যায় পার করছে। এই তিন বছরে ঐতিহাসিক সীমান্ত চুক্তি সম্পন্ন হয়েছে। ১৯৪৭ সাল থেকে এই বিষয়টি অমীমাংসিত অবস্থায় ছিল। বিশ্বের অসংখ্য দেশের মধ্যে সীমানা নির্ধারণ নিয়ে সমস্যা রয়েছে। এত শান্তিপূর্ণভাবে এই সমস্যার সমাধান ভারত-বাংলাদেশ করতে পেরেছে, যা অন্যদের জন্য বিস্ময়কর। এটা সম্ভব হয়েছে দুই দেশের রাজনৈতিক সদিচ্ছার কারণে। এই সময়ে বাংলাদেশকে ভারতে পণ্য রপ্তানিতে শুল্কমুক্ত সুবিধা প্রদান করা হয়েছে। ভারতীয় পণ্য বাংলাদেশে রপ্তানির জন্য কিছু শুল্ক প্রদান করতে হয়। এতে করে ভারতের বাজারে বাংলাদেশি পণ্য প্রবেশাধিকার সহজ হয়েছে। গত বছর বাংলাদেশি পণ্য রেকর্ড পরিমাণ রপ্তানি হয়েছে। বাংলাদেশে ভারতীয় বিনিয়োগ বেড়েছে বিশেষ করে এনার্জি খাতে। বর্তমানে রামপাল বিদ্যুৎ কেন্দ্রে আমরা কাজ করছি, প্রাইভেট সেক্টরের বড় কোম্পানিগুলো কয়লা উৎপাদনে কাজ করছে, রূপপুর পারমাণবিক বিদ্যুৎ কেন্দ্রে আমাদের বিনিয়োগ রয়েছে। এ ছাড়া আমাদের গবেষকরা এই প্রজেক্টের নিরাপত্তা বিষয়ে বাংলাদেশের সরকারকে পরামর্শ দিয়ে সহযোগিতা করছে। এই তিন বছরে দুই দেশের মধ্যে ৯৯টি চুক্তি সম্পাদিত হয়েছে। ২০১৫ সালের জুনে যখন আমাদের প্রধানমন্ত্রী বাংলাদেশ সফরে এসেছিলেন, তখন থেকে এখন পর্যন্ত এই চুক্তিগুলো সম্পন্ন হয়েছে। এর মধ্যে তথ্যপ্রযুক্তি, সাইবার সিকিউরিটি, কানেকটিভিটিসহ অসংখ্য বিষয় রয়েছে। দুই দেশ কাজ করছে। বিশেষ করে বিভিন্ন খাতের উন্নয়নে ৮ বিলিয়ন ডলার ঋণ দেওয়া হয়েছে মাত্র ১ শতাংশ সুদে। দুই দেশের সরকারের ঐকান্তিক প্রচেষ্টায় এগুলো সম্ভব হয়েছে। আমরা মোংলা বন্দর, মোংলা-খুলনা রেলওয়ে, সড়ক, পায়রাবন্দর, চট্টগ্রাম বে-টার্মিনালসহ যোগাযোগের সার্বিক উন্নয়নে সহযোগিতা করছি। আমরা মনে করি, যোগাযোগের বিভিন্ন খাতে উন্নয়ন দুই দেশের কানেকটিভিটিকে আরও জোরদার করবে। এ ছাড়া বাংলাদেশের বেশ কয়েকটি জেলা থেকে ভারতের অভ্যন্তরে রেললাইন স্থাপনের কাজও করা হচ্ছে।: [468, 1241, 903, 1673]
article-paragraph: [918, 317, 1353, 508]
speaker-label: হর্ষ বর্ধন শ্রিংলা :: [17, 1029, 111, 1045]
headline: বাংলাদেশ-ভারত সম্পর্কের এখন সোনালি অধ্যায়: [189, 15, 1182, 73]
paragraph-text: হাসপাতালে বিনামূল্যে সেবা দেওয়ার ব্যবস্থা করেছি। এ ছাড়া প্রধানমন্ত্রীর উদ্যোগে আমরা নতুনভাবে মুক্তিযোদ্ধাদের বৃত্তি প্রদান স্কিম চালু করেছি। এর আওতায় প্রায় ৩৮ কোটি রুপি বরাদ্দ রয়েছে। এর আগেও আমরা মুক্তিযোদ্ধাদের বৃত্তি প্রদান করেছি। মুক্তিযোদ্ধারা শুধু তাদের উত্তরাধিকারী নয়, আগামী প্রজন্মের সবার গর্ব। প্রধানমন্ত্রী শেখ হাসিনা মুক্তিযুদ্ধে শহীদ ভারতীয় সেনাদের সম্মাননা দিয়েছেন। এই সম্মান আমাদের জন্য অত্যন্ত আনন্দের এবং গর্বের। ২০১৭ সালের এপ্রিলে আয়োজিত এই সম্মাননা অনুষ্ঠানে বাংলাদেশের প্রধানমন্ত্রী শেখ হাসিনা ভারতে গিয়েছিলেন। এ সময় আমাদের প্রধানমন্ত্রী, প্রতিরক্ষামন্ত্রী, পররাষ্ট্রমন্ত্রীসহ মুক্তিযুদ্ধে অবদান রাখা ব্যক্তিবর্গ উপস্থিত ছিলেন। ওই মুহূর্তটি আমাদের জন্য সম্মানের এবং গর্বের। এই রক্তের বন্ধন দুই দেশের মানুষকে কাছে এনেছে, আত্মার আত্মীয় করে তুলেছে। ঐতিহাসিক, ভৌগোলিক, সাংস্কৃতিক এবং নগরায়ণের এই সংযোগ দুই দেশের মানুষের মেলবন্ধনকে জোরালো করেছে।: [468, 1016, 903, 1205]
article-paragraph: [17, 161, 453, 178]
article-paragraph: [17, 92, 453, 144]
article-paragraph: [468, 265, 903, 647]
paragraph-text: 'ডিজিটাল বাংলাদেশ' এই উদ্যোগটি তরুণদের ভীষণভাবে উজ্জীবিত করেছে। বাংলাদেশের আইটি সেক্টরকে এগিয়ে নিতে বাংলাদেশের ১০টি হাইটেক পার্ক প্রকল্পে আমরা সহযোগিতা করছি। হাইটেক পার্কের উদ্যোক্তারা এখন সফলতার মুখ দেখেছে। সেই অভিজ্ঞতা এখানেও কাজে লাগানো হচ্ছে। এই হাইটেক পার্কের আওতায় বাংলাদেশে সব আইটি সেক্টর বিকশিত হবে। আমাদের আগ্রহ আছে ভারতের প্রাইভেট কোম্পানিগুলোর সঙ্গে বাংলাদেশের প্রাইভেট খাতের সমন্বয় করে কাজ করার। বাংলাদেশ সরকার আমাদের তিনটি অর্থনৈতিক অঞ্চলে কাজের সুযোগ দিয়েছে। এগুলোর মধ্যে আছে, ভেড়ামারা, মিরসরাই এবং মোংলা। এখানে আমরা বড় কোম্পানি গড়ে তোলার কাজ করতে পারব। এ ছাড়া বিশেষ অর্থনৈতিক অঞ্চল মেঘনা উদ্বোধনের অপেক্ষায় আছে। সেখানে ভারত-বাংলাদেশের যৌথ উদ্যোগে বিশেষ ধরনের কালি উৎপাদিত হবে। এভাবে প্রতিটি ক্ষেত্রেই বাংলাদেশের উন্নয়ন ঘটছে এবং কর্মসংস্থানের ব্যবস্থা হচ্ছে।: [918, 318, 1353, 507]
article-paragraph: [918, 1566, 1353, 1809]
speaker-label: হর্ষ বর্ধন শ্রিংলা :: [918, 925, 1003, 941]
article-paragraph: [918, 925, 1353, 1185]
speaker-label: হর্ষ বর্ধন শ্রিংলা :: [918, 1567, 1007, 1583]
paragraph-text: ভারতের সঙ্গে বাংলাদেশের ঐতিহাসিক এবং সামাজিক মেলবন্ধন রয়েছে। এই সম্পর্ক আরও জোরদার করতে বাংলাদেশের কী ধরনের উদ্যোগ নেওয়া উচিত বলে আপনি মনে করেন?: [918, 509, 1353, 559]
bouquet-flower-2: [624, 834, 642, 852]
article-paragraph: [918, 1532, 1353, 1567]
article-paragraph: [17, 907, 453, 976]
article-paragraph: [17, 231, 453, 439]
paragraph-text: আমরা গণতন্ত্র দেখতে চাই। এটা মানুষের ভোটাধিকার প্রয়োগের মাধ্যমে প্রতিফলিত হয়। কোন দল ক্ষমতায় আসবে বা নির্বাচনে বিজয়ী হবে এটা আমাদের ভাবনার বিষয় না। এ বিষয়টি নির্ভর করবে বাংলাদেশের জনগণের ওপর। জনগণ যাদের ভোট দেবে বিজয় তাদেরই হবে।: [17, 908, 454, 976]
speaker-label: হর্ষ বর্ধন শ্রিংলা :: [17, 231, 102, 247]
article-paragraph: [468, 231, 903, 266]
paragraph-text: বাংলাদেশ-ভারত সুসম্পর্কের এই ধারাবাহিকতায় আপনারা বাংলাদেশে বিশ্বের সবচেয়ে বড় ভিসা সেন্টার স্থাপন করেছেন। এটা সাফল্যজনক সুসম্পর্কের বার্তা বহন করে। আমরা এ সাফল্যের পেছনে থাকা অজানা গল্প জানতে চাই।: [17, 977, 454, 1028]
paragraph-text: মুক্তিযোদ্ধারা জীবনবাজি রেখে দেশকে স্বাধীন করেছেন। তাদের সর্বোচ্চ সম্মান দিতে হবে। ইতিহাসকে বিকৃত করা যাবে না, সঠিকভাবে তুলে ধরতে হবে। মুক্তিযুদ্ধে দুই দেশের যারা শহীদ হয়েছেন তাদের সম্মান দিতে হবে। ভারত-বাংলাদেশের মানুষকে বন্ধু হয়ে সহযোগিতার হাত বাড়িয়েছিল। সম্পর্কটা শুধুই বন্ধুত্বের। এই নির্বাচনেও দেখেছেন মানুষের ভোটে সরকার গঠিত হলো। বাংলাদেশের অভ্যন্তরীণ রাজনীতিতে ভারতের কোনো সম্পৃক্ততা নেই। মানুষ জানে দুই দেশের যৌথ উদ্যোগে দেশকে অর্থনৈতিকে এগিয়ে নিতে হবে। মুক্তিযুদ্ধে বাংলাদেশের ৩০ লাখ মানুষ শহীদ হয়েছে, এই ইতিহাস এখন তরুণরা জানে। ভারত বাংলাদেশের ১ কোটি শরণার্থীকে আশ্রয় দিয়েছিল। কারণ আমরা মনে করি মানুষ মানুষের জন্য। আমরা এখন পর্যন্ত প্রমাণ রেখেছি যে ভারত বাংলাদেশের সবসময়ের বন্ধু। সীমান্ত এলাকায় নিরাপত্তা বেষ্টনী নির্মাণ করে দেওয়া হয়েছে। ফলে মানুষ জানে কোথা থেকে সীমান্ত শেষ এবং শুরু। এর পাশাপাশি সীমান্ত রক্ষী বাহিনীকে বিভিন্ন ধরনের প্রশিক্ষণ দেওয়া হয়েছে, যাতে করে বর্ডারে কোনো ধরনের অপ্রীতিকর ঘটনা না ঘটে। এর ফলে আপনারা দেখবেন দীর্ঘদিন বর্ডারে কোনো ধরনের অপ্রীতিকর পরিস্থিতি তৈরি হয়নি। পতাকা বৈঠকের মাধ্যমে দুই দেশের সীমান্ত রক্ষী বাহিনী তাদের সমস্যাগুলোর শান্তিপূর্ণ সমাধান করে।: [918, 925, 1353, 1184]
bouquet-flower-1: [583, 838, 603, 858]
paragraph-text: বছর কর্মসময়ে দুই দেশের মধ্যে সম্পাদিত গুরুত্বপূর্ণ কর্মপরিকল্পনা, চুক্তি এবং বিনিয়োগ বিষয়ে কথা বলেছেন তিনি। রোহিঙ্গা ইস্যুতে ভারতের অবস্থান জানিয়েছেন বিদায়ী এই হাইকমিশনার। নিচে সাক্ষাৎকারের চুম্বক অংশ তুলে ধরা হলো :: [17, 93, 454, 143]
speaker-label: বাংলাদেশ প্রতিদিন :: [918, 301, 1020, 317]
paragraph-text: বাংলাদেশের এনার্জি খাত খুব দ্রুত বিকশিত হচ্ছে। অনেকগুলো পাওয়ার প্লান্ট নির্মাণে আমরা সহযোগিতা করছি। ভিশন-২০২১ বাস্তবায়নে বাংলাদেশ কাজ করছে। আমরা চাই দুই দেশের উন্নয়ন বেগবান হোক। খুলনা অঞ্চলে পাইপলাইনে: [468, 1709, 903, 1760]
